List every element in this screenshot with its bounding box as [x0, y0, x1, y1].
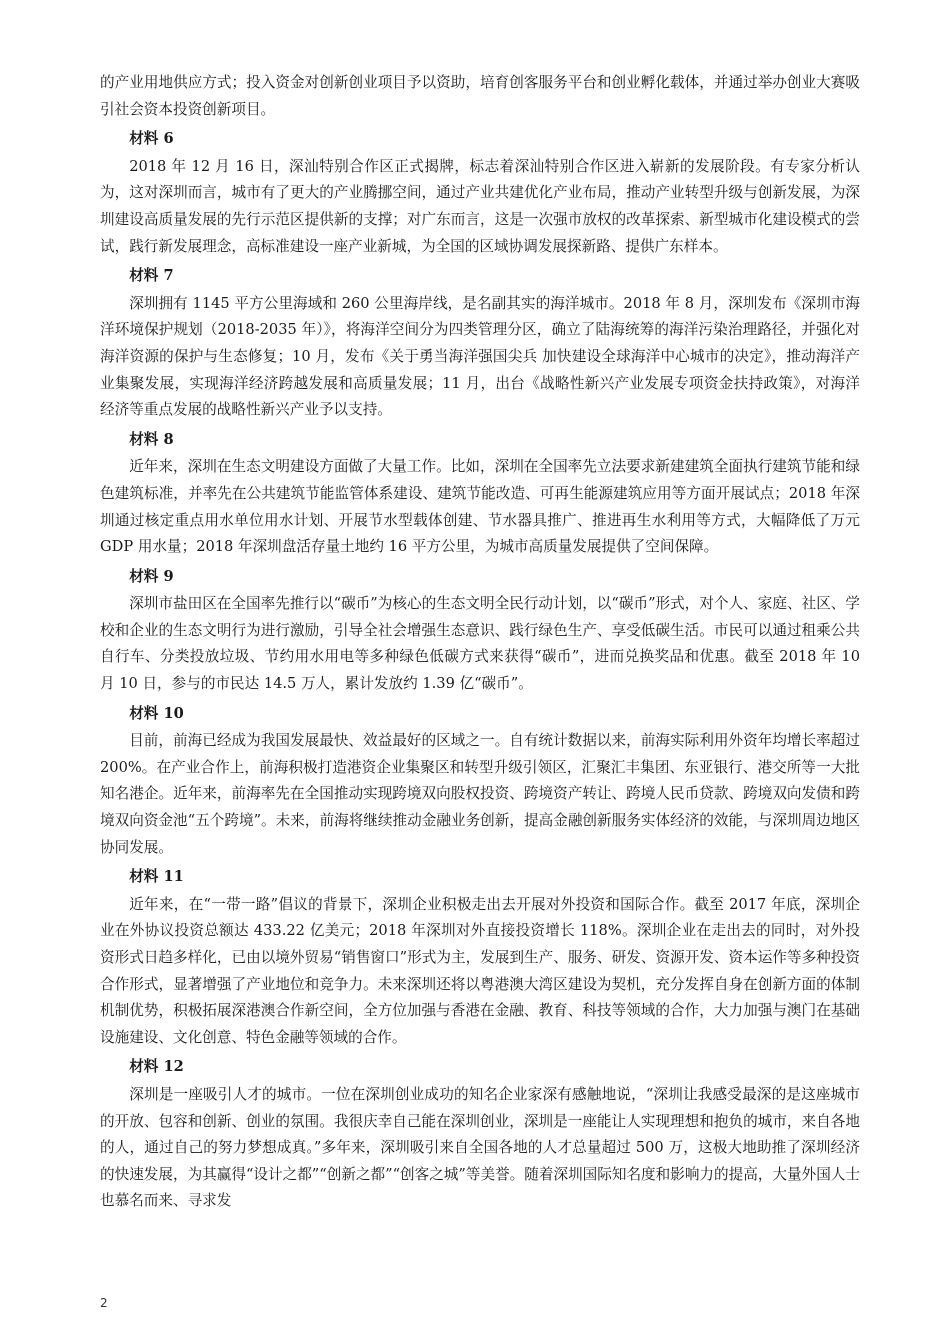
page-content — [100, 70, 860, 1215]
page-number: 2 — [100, 1296, 108, 1310]
section-heading-10: 材料 10 — [129, 704, 184, 722]
section-heading-7: 材料 7 — [129, 267, 174, 285]
section-body-9: 深圳市盐田区在全国率先推行以“碳币”为核心的生态文明全民行动计划，以“碳币”形式，对个人、家庭、社区、学校和企业的生态文明行为进行激励，引导全社会增强生态意识、践行绿色生产、享受低碳生活。市民可以通过租乘公共自行车、分类投放垃圾、节约用水用电等多种绿色低碳方式来获得“碳币”，进而兑换奖品和优惠。截至 2018 年 10 月 10 日，参与的市民达 14.5 万人，累计发放约 1.39 亿“碳币”。 — [100, 595, 860, 693]
continuation-paragraph: 的产业用地供应方式；投入资金对创新创业项目予以资助，培育创客服务平台和创业孵化载体，并通过举办创业大赛吸引社会资本投资创新项目。 — [100, 74, 860, 118]
section-heading-8: 材料 8 — [129, 430, 174, 448]
section-body-7: 深圳拥有 1145 平方公里海域和 260 公里海岸线，是名副其实的海洋城市。2018 年 8 月，深圳发布《深圳市海洋环境保护规划（2018-2035 年）》，将海洋空间分为四类管理分区，确立了陆海统筹的海洋污染治理路径，并强化对海洋资源的保护与生态修复；10 月，发布《关于勇当海洋强国尖兵 加快建设全球海洋中心城市的决定》，推动海洋产业集聚发展，实现海洋经济跨越发展和高质量发展；11 月，出台《战略性新兴产业发展专项资金扶持政策》，对海洋经济等重点发展的战略性新兴产业予以支持。 — [100, 294, 860, 419]
section-heading-12: 材料 12 — [129, 1058, 184, 1076]
section-body-6: 2018 年 12 月 16 日，深汕特别合作区正式揭牌，标志着深汕特别合作区进入崭新的发展阶段。有专家分析认为，这对深圳而言，城市有了更大的产业腾挪空间，通过产业共建优化产业布局，推动产业转型升级与创新发展，为深圳建设高质量发展的先行示范区提供新的支撑；对广东而言，这是一次强市放权的改革探索、新型城市化建设模式的尝试，践行新发展理念，高标准建设一座产业新城，为全国的区域协调发展探新路、提供广东样本。 — [100, 157, 860, 255]
section-heading-6: 材料 6 — [129, 130, 174, 148]
section-body-11: 近年来，在“一带一路”倡议的背景下，深圳企业积极走出去开展对外投资和国际合作。截至 2017 年底，深圳企业在外协议投资总额达 433.22 亿美元；2018 年深圳对外直接投资增长 118%。深圳企业在走出去的同时，对外投资形式日趋多样化，已由以境外贸易“销售窗口”形式为主，发展到生产、服务、研发、资源开发、资本运作等多种投资合作形式，显著增强了产业地位和竞争力。未来深圳还将以粤港澳大湾区建设为契机，充分发挥自身在创新方面的体制机制优势，积极拓展深港澳合作新空间，全方位加强与香港在金融、教育、科技等领域的合作，大力加强与澳门在基础设施建设、文化创意、特色金融等领域的合作。 — [100, 895, 860, 1046]
section-body-12: 深圳是一座吸引人才的城市。一位在深圳创业成功的知名企业家深有感触地说，“深圳让我感受最深的是这座城市的开放、包容和创新、创业的氛围。我很庆幸自己能在深圳创业，深圳是一座能让人实现理想和抱负的城市，来自各地的人，通过自己的努力梦想成真。”多年来，深圳吸引来自全国各地的人才总量超过 500 万，这极大地助推了深圳经济的快速发展，为其赢得“设计之都”“创新之都”“创客之城”等美誉。随着深圳国际知名度和影响力的提高，大量外国人士也慕名而来、寻求发 — [100, 1085, 860, 1210]
section-body-10: 目前，前海已经成为我国发展最快、效益最好的区域之一。自有统计数据以来，前海实际利用外资年均增长率超过 200%。在产业合作上，前海积极打造港资企业集聚区和转型升级引领区，汇聚汇丰集团、东亚银行、港交所等一大批知名港企。近年来，前海率先在全国推动实现跨境双向股权投资、跨境资产转让、跨境人民币贷款、跨境双向发债和跨境双向资金池“五个跨境”。未来，前海将继续推动金融业务创新，提高金融创新服务实体经济的效能，与深圳周边地区协同发展。 — [100, 732, 860, 856]
section-heading-9: 材料 9 — [129, 567, 174, 585]
section-body-8: 近年来，深圳在生态文明建设方面做了大量工作。比如，深圳在全国率先立法要求新建建筑全面执行建筑节能和绿色建筑标准，并率先在公共建筑节能监管体系建设、建筑节能改造、可再生能源建筑应用等方面开展试点；2018 年深圳通过核定重点用水单位用水计划、开展节水型载体创建、节水器具推广、推进再生水利用等方式，大幅降低了万元 GDP 用水量；2018 年深圳盘活存量土地约 16 平方公里，为城市高质量发展提供了空间保障。 — [100, 458, 860, 556]
section-heading-11: 材料 11 — [129, 868, 184, 886]
